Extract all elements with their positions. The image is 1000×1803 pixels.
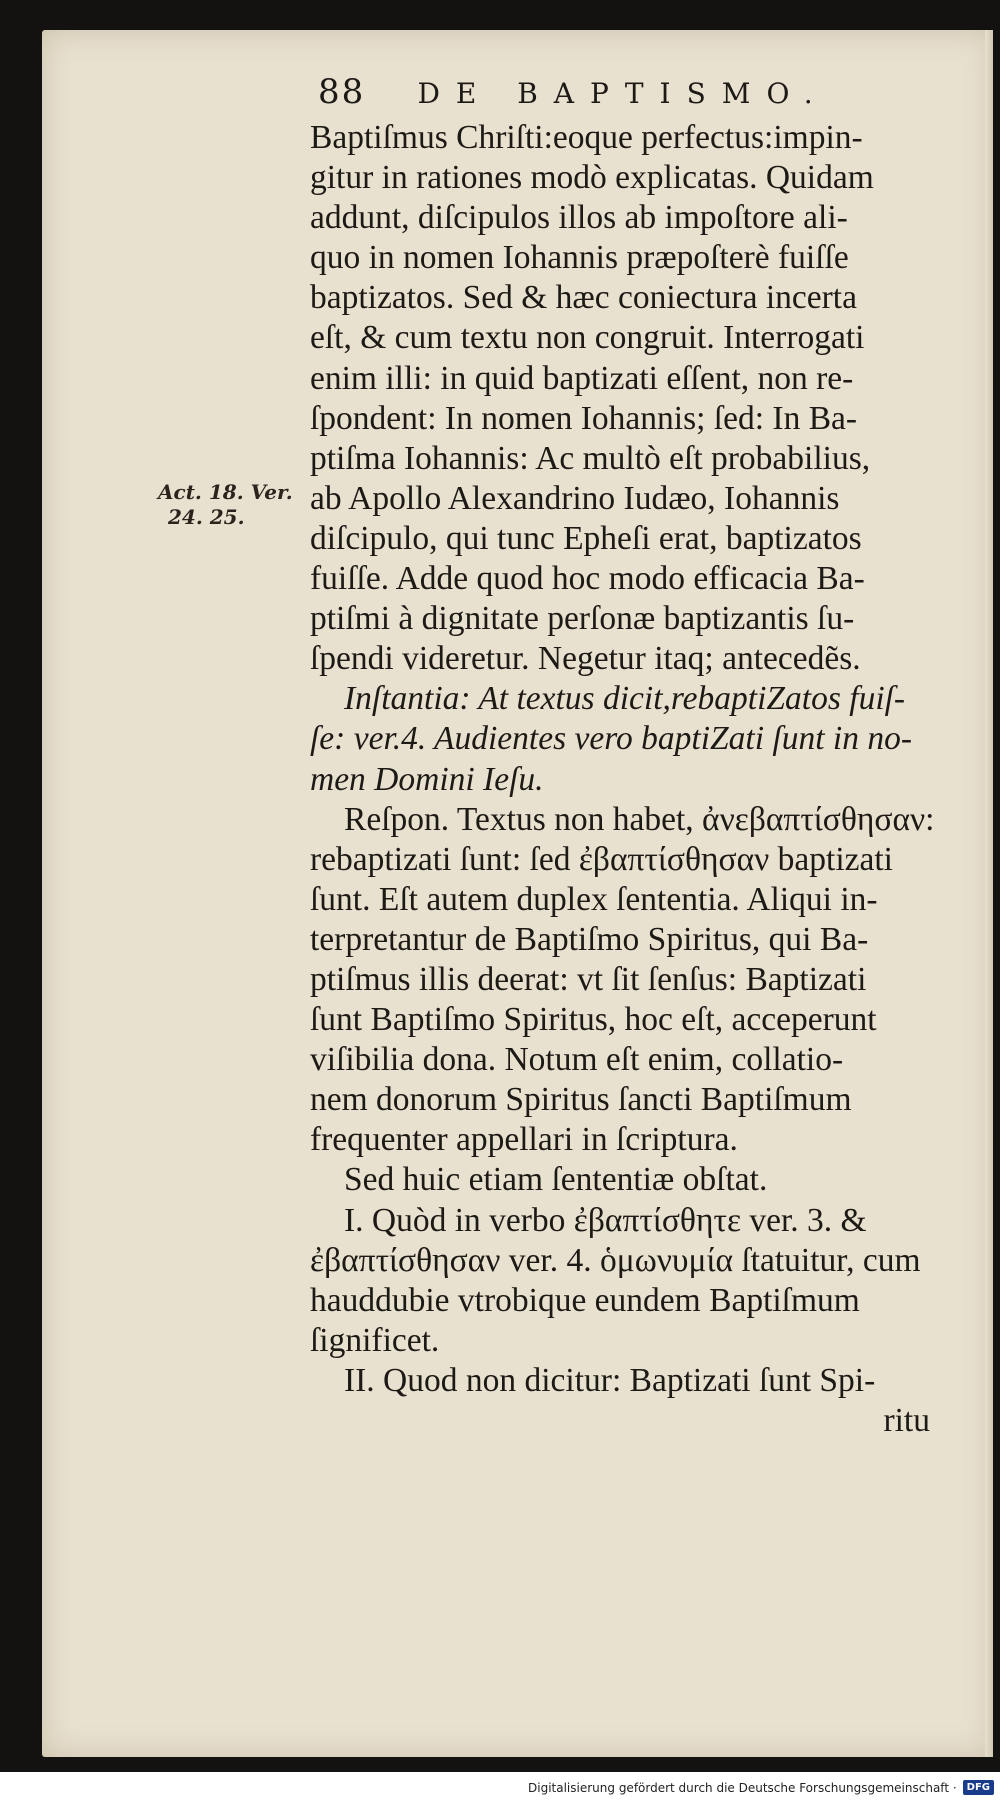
text-line-point-one: I. Quòd in verbo ἐβαπτίσθητε ver. 3. & bbox=[344, 1201, 867, 1239]
margin-note-reference: Act. 18. Ver. bbox=[158, 480, 293, 504]
text-line-respon: Reſpon. Textus non habet, ἀνεβαπτίσθησαν: bbox=[344, 800, 935, 838]
text-line: ptiſmus illis deerat: vt ſit ſenſus: Baptizati bbox=[310, 960, 867, 998]
text-line: men Domini Ieſu. bbox=[310, 760, 544, 798]
text-line: ptiſma Iohannis: Ac multò eſt probabilius, bbox=[310, 439, 871, 477]
text-line: baptizatos. Sed & hæc coniectura incerta bbox=[310, 279, 857, 317]
text-line: fuiſſe. Adde quod hoc modo efficacia Ba- bbox=[310, 560, 865, 598]
catchword: ritu bbox=[883, 1402, 930, 1439]
body-text bbox=[310, 118, 935, 1441]
text-line: ſunt Baptiſmo Spiritus, hoc eſt, acceperunt bbox=[310, 1001, 877, 1039]
text-line: addunt, diſcipulos illos ab impoſtore ali- bbox=[310, 199, 848, 237]
text-line: ſe: ver.4. Audientes vero baptiZati ſunt in no- bbox=[310, 720, 912, 758]
text-line: ἐβαπτίσθησαν ver. 4. ὁμωνυμία ſtatuitur, cum bbox=[310, 1241, 921, 1279]
text-line: viſibilia dona. Notum eſt enim, collatio- bbox=[310, 1041, 844, 1079]
text-line: rebaptizati ſunt: ſed ἐβαπτίσθησαν baptizati bbox=[310, 840, 893, 878]
text-line: gitur in rationes modò explicatas. Quidam bbox=[310, 159, 874, 197]
text-line: ſpendi videretur. Negetur itaq; antecedẽs. bbox=[310, 640, 861, 678]
text-line: ab Apollo Alexandrino Iudæo, Iohannis bbox=[310, 479, 840, 517]
text-line: ſpondent: In nomen Iohannis; ſed: In Ba- bbox=[310, 399, 858, 437]
page-number: 88 bbox=[318, 72, 366, 112]
margin-note-reference-verses: 24. 25. bbox=[168, 505, 245, 529]
text-line: Sed huic etiam ſententiæ obſtat. bbox=[344, 1161, 768, 1199]
text-line: ſignificet. bbox=[310, 1321, 440, 1359]
digitization-credit bbox=[528, 1780, 994, 1795]
text-line: enim illi: in quid baptizati eſſent, non re- bbox=[310, 359, 854, 397]
text-line: nem donorum Spiritus ſancti Baptiſmum bbox=[310, 1081, 852, 1119]
text-line: terpretantur de Baptiſmo Spiritus, qui Ba- bbox=[310, 920, 869, 958]
text-line: ptiſmi à dignitate perſonæ baptizantis ſu- bbox=[310, 600, 855, 638]
text-line: frequenter appellari in ſcriptura. bbox=[310, 1121, 738, 1159]
text-line: eſt, & cum textu non congruit. Interrogati bbox=[310, 319, 865, 357]
text-line: quo in nomen Iohannis præpoſterè fuiſſe bbox=[310, 239, 849, 277]
text-line-instantia: Inſtantia: At textus dicit,rebaptiZatos fuiſ- bbox=[344, 680, 906, 718]
page-edge bbox=[985, 30, 993, 1757]
text-line: Baptiſmus Chriſti:eoque perfectus:impin- bbox=[310, 119, 863, 156]
dfg-logo-icon: DFG bbox=[963, 1780, 994, 1795]
text-line: ſunt. Eſt autem duplex ſententia. Aliqui in- bbox=[310, 880, 878, 918]
running-title: DE BAPTISMO. bbox=[417, 77, 829, 110]
text-line-point-two: II. Quod non dicitur: Baptizati ſunt Spi- bbox=[344, 1361, 876, 1399]
text-line: hauddubie vtrobique eundem Baptiſmum bbox=[310, 1281, 860, 1319]
credit-text: Digitalisierung gefördert durch die Deutsche Forschungsgemeinschaft · bbox=[528, 1780, 957, 1795]
text-line: diſcipulo, qui tunc Epheſi erat, baptizatos bbox=[310, 519, 862, 557]
running-header bbox=[318, 72, 829, 112]
